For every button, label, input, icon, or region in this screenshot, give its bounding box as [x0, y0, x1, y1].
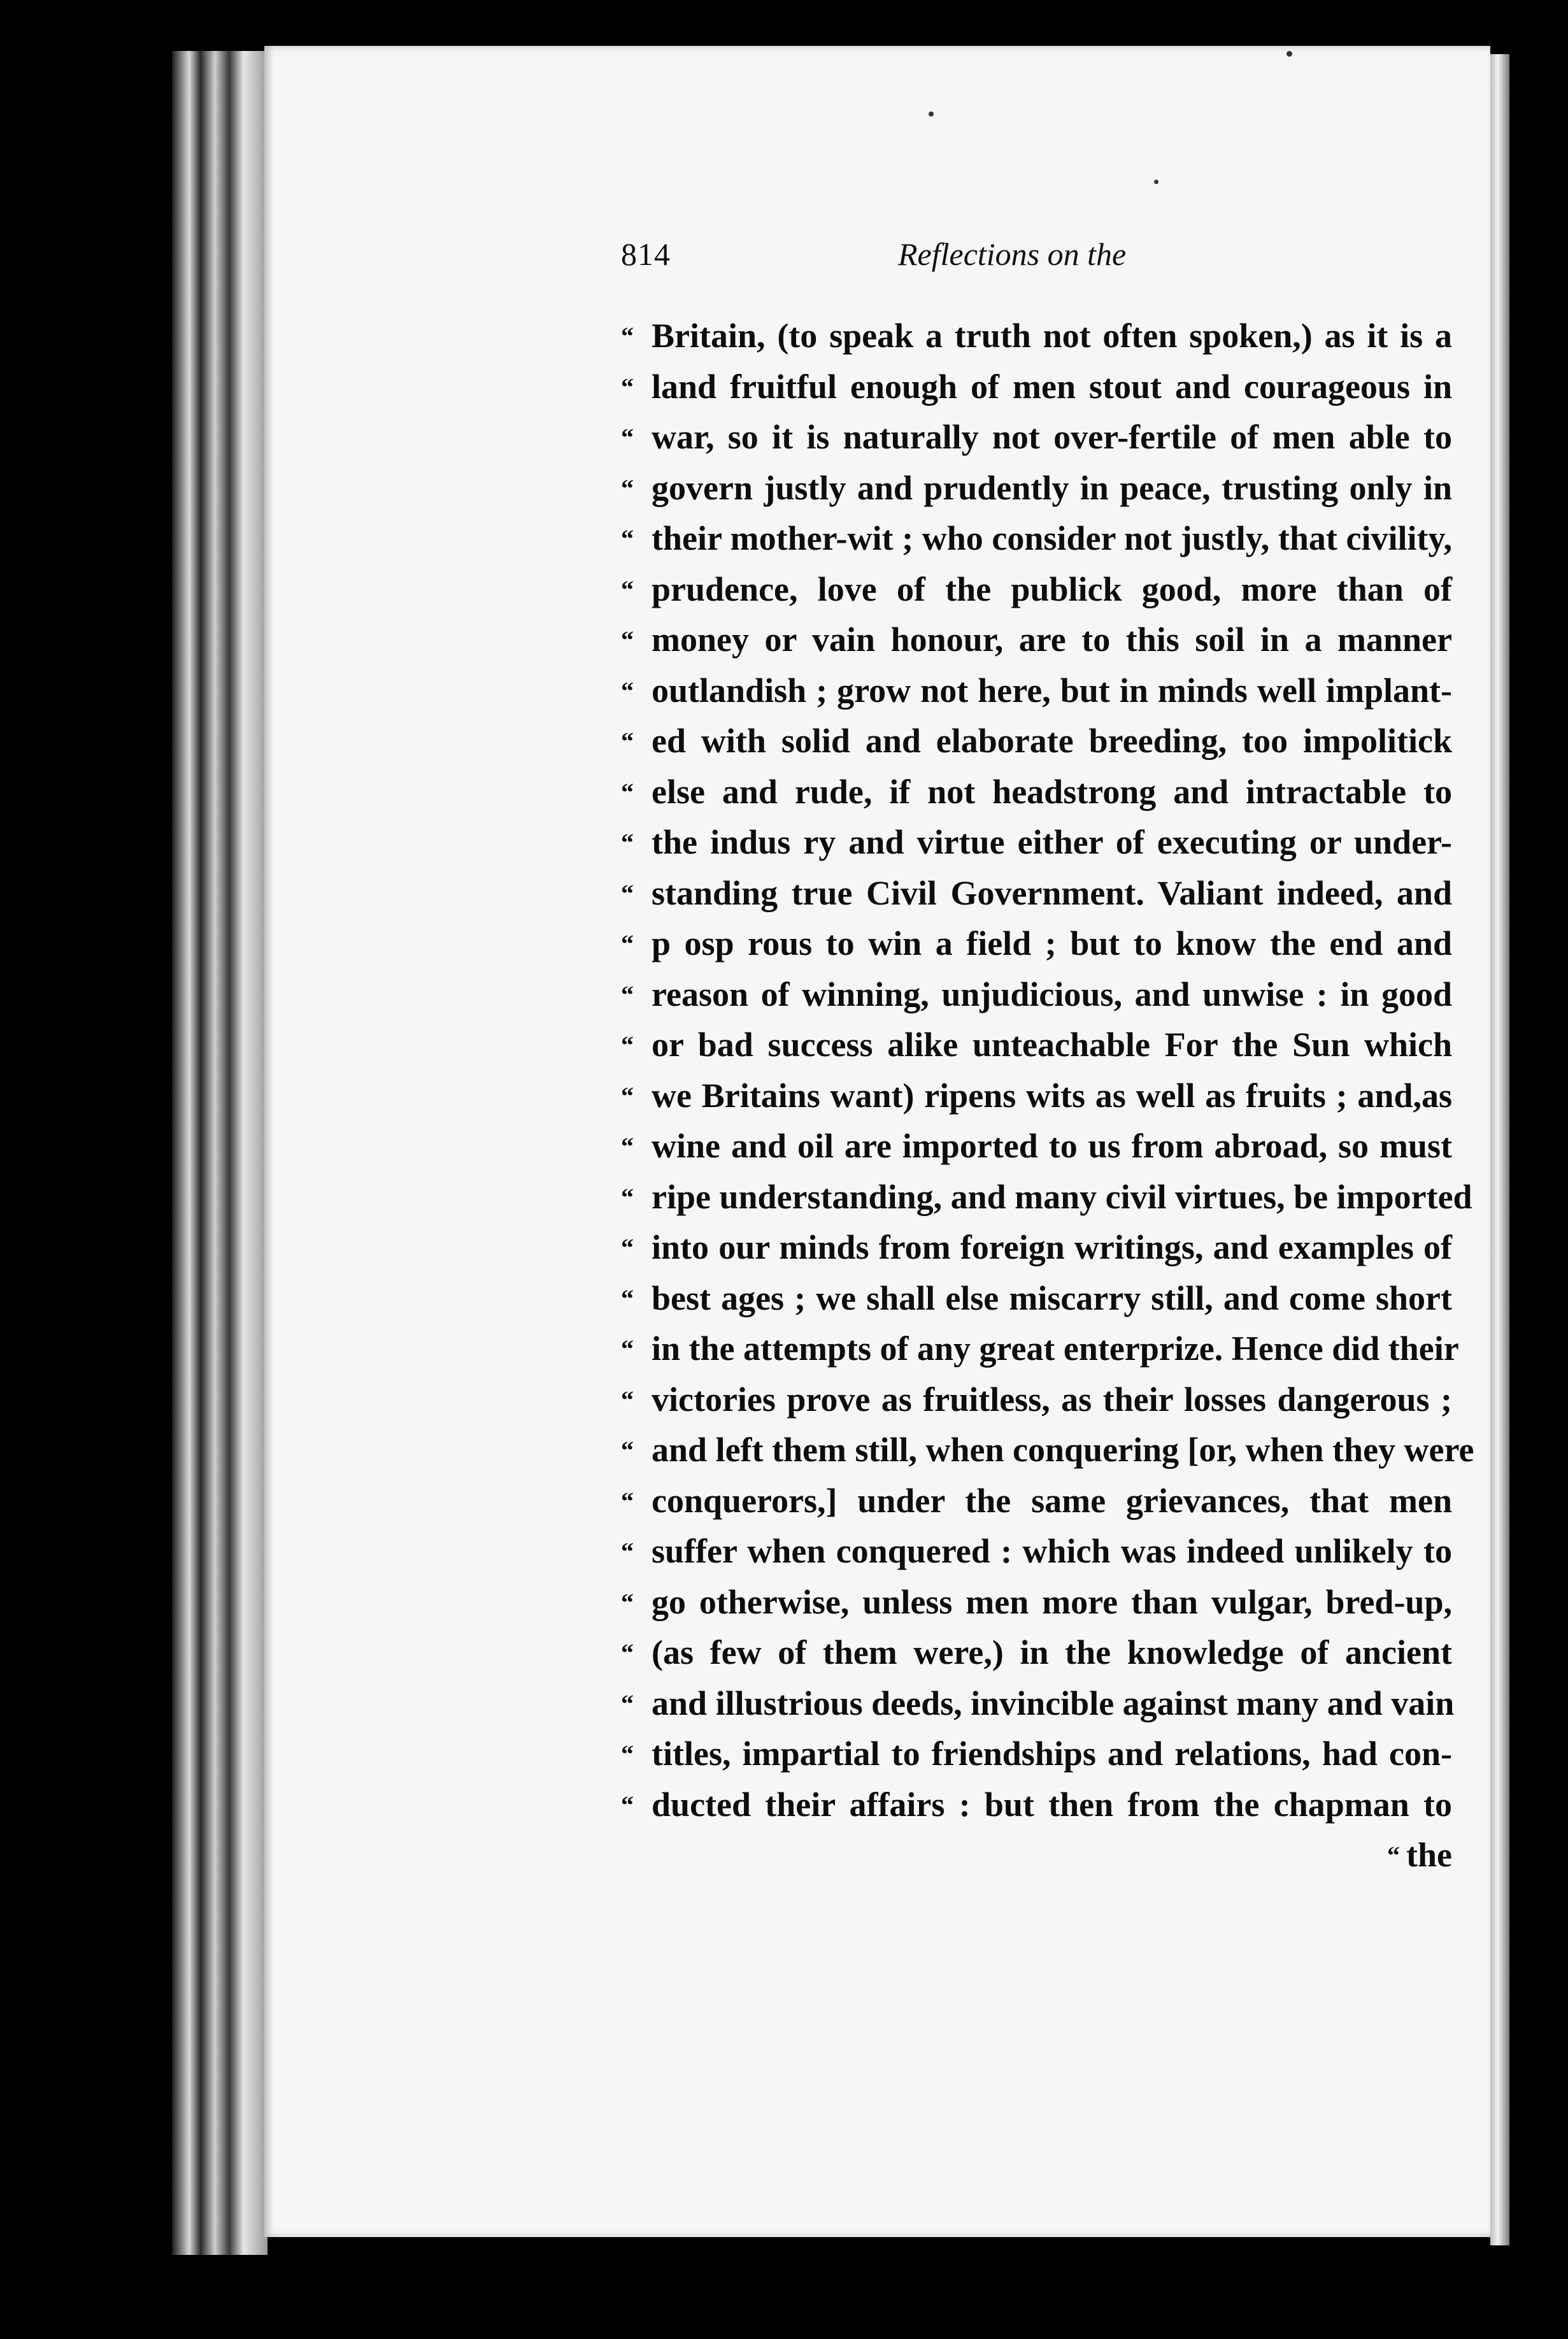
speck: [1154, 180, 1158, 184]
line-text: victories prove as fruitless, as their losses dangerous ;: [652, 1380, 1452, 1419]
quote-mark: “: [621, 1284, 634, 1313]
line-text: into our minds from foreign writings, and examples of: [652, 1228, 1452, 1266]
text-line: [621, 1071, 1452, 1122]
line-text: and illustrious deeds, invincible against many and vain: [652, 1684, 1455, 1722]
quote-mark: “: [621, 1638, 634, 1667]
line-text: else and rude, if not headstrong and intractable to: [652, 772, 1452, 811]
text-line: [621, 1729, 1452, 1780]
quote-mark: “: [621, 1031, 634, 1059]
quote-mark: “: [621, 1587, 634, 1617]
quote-mark: “: [621, 676, 634, 705]
quote-mark: “: [621, 1486, 634, 1515]
quote-mark: “: [621, 1537, 634, 1566]
text-line: [621, 463, 1452, 514]
line-text: govern justly and prudently in peace, trusting only in: [652, 468, 1452, 507]
line-text: wine and oil are imported to us from abroad, so must: [652, 1127, 1452, 1165]
text-line: [621, 1627, 1452, 1678]
quote-mark: “: [621, 322, 634, 350]
body-text: [621, 311, 1474, 1881]
line-text: ripe understanding, and many civil virtues, be imported: [652, 1177, 1472, 1216]
text-line: [621, 919, 1452, 969]
quote-mark: “: [621, 1790, 634, 1819]
text-line: [621, 1020, 1452, 1071]
line-text: in the attempts of any great enterprize. Hence did their: [652, 1329, 1459, 1368]
text-line: [621, 716, 1452, 767]
text-line: [621, 1526, 1452, 1577]
catchword-line: [621, 1830, 1452, 1881]
quote-mark: “: [621, 828, 634, 857]
text-line: [621, 513, 1452, 564]
speck: [929, 111, 934, 117]
speck: [1286, 51, 1292, 57]
running-head: Reflections on the: [898, 236, 1127, 272]
text-line: [621, 817, 1452, 868]
text-line: [621, 1476, 1452, 1527]
line-text: p osp rous to win a field ; but to know the end and: [652, 924, 1452, 962]
text-line: [621, 412, 1452, 463]
line-text: money or vain honour, are to this soil in a manner: [652, 620, 1452, 659]
quote-mark: “: [621, 1182, 634, 1212]
quote-mark: “: [621, 878, 634, 908]
quote-mark: “: [621, 1436, 634, 1464]
line-text: Britain, (to speak a truth not often spoken,) as it is a: [652, 317, 1452, 355]
quote-mark: “: [621, 929, 634, 958]
text-line: [621, 666, 1452, 717]
text-line: [621, 1678, 1455, 1729]
quote-mark: “: [621, 1334, 634, 1363]
line-text: conquerors,] under the same grievances, that men: [652, 1481, 1452, 1520]
quote-mark: “: [1387, 1841, 1401, 1870]
line-text: prudence, love of the publick good, more than of: [652, 569, 1452, 608]
line-text: we Britains want) ripens wits as well as fruits ; and,as: [652, 1076, 1452, 1115]
text-line: [621, 1121, 1452, 1172]
text-line: [621, 1324, 1459, 1375]
line-text: reason of winning, unjudicious, and unwise : in good: [652, 975, 1452, 1013]
text-line: [621, 1375, 1452, 1426]
quote-mark: “: [621, 980, 634, 1009]
line-text: ed with solid and elaborate breeding, too impolitick: [652, 722, 1452, 760]
text-line: [621, 311, 1452, 362]
line-text: and left them still, when conquering [or, when they were: [652, 1431, 1474, 1469]
text-line: [621, 868, 1452, 919]
line-text: war, so it is naturally not over-fertile of men able to: [652, 418, 1452, 456]
quote-mark: “: [621, 626, 634, 654]
line-text: ducted their affairs : but then from the chapman to: [652, 1785, 1452, 1824]
line-text: best ages ; we shall else miscarry still, and come short: [652, 1278, 1452, 1317]
quote-mark: “: [621, 473, 634, 503]
right-page-edge: [1490, 54, 1509, 2245]
quote-mark: “: [621, 1689, 634, 1718]
quote-mark: “: [621, 1385, 634, 1414]
line-text: titles, impartial to friendships and relations, had con-: [652, 1735, 1452, 1773]
text-line: [621, 767, 1452, 818]
quote-mark: “: [621, 1740, 634, 1768]
line-text: their mother-wit ; who consider not justly, that civility,: [652, 519, 1452, 557]
line-text: standing true Civil Government. Valiant indeed, and: [652, 873, 1452, 912]
line-text: the indus ry and virtue either of executing or under-: [652, 823, 1452, 861]
quote-mark: “: [621, 1132, 634, 1161]
quote-mark: “: [621, 423, 634, 452]
line-text: outlandish ; grow not here, but in minds well implant-: [652, 671, 1452, 710]
quote-mark: “: [621, 727, 634, 755]
line-text: land fruitful enough of men stout and courageous in: [652, 367, 1452, 406]
quote-mark: “: [621, 777, 634, 806]
text-line: [621, 362, 1452, 413]
page-number: 814: [621, 236, 671, 272]
line-text: (as few of them were,) in the knowledge of ancient: [652, 1633, 1452, 1671]
text-line: [621, 1577, 1452, 1628]
text-line: [621, 1273, 1452, 1324]
running-header: [621, 236, 1449, 280]
text-line: [621, 1425, 1474, 1476]
text-line: [621, 564, 1452, 615]
line-text: or bad success alike unteachable For the Sun which: [652, 1026, 1452, 1064]
quote-mark: “: [621, 575, 634, 604]
line-text: go otherwise, unless men more than vulgar, bred-up,: [652, 1582, 1452, 1621]
text-line: [621, 1172, 1472, 1223]
quote-mark: “: [621, 1233, 634, 1262]
text-line: [621, 615, 1452, 666]
quote-mark: “: [621, 524, 634, 553]
catchword: the: [1406, 1836, 1452, 1874]
text-line: [621, 969, 1452, 1020]
quote-mark: “: [621, 1081, 634, 1110]
text-line: [621, 1222, 1452, 1273]
quote-mark: “: [621, 372, 634, 401]
line-text: suffer when conquered : which was indeed unlikely to: [652, 1532, 1452, 1570]
page-edges: [172, 51, 267, 2255]
text-line: [621, 1780, 1452, 1831]
